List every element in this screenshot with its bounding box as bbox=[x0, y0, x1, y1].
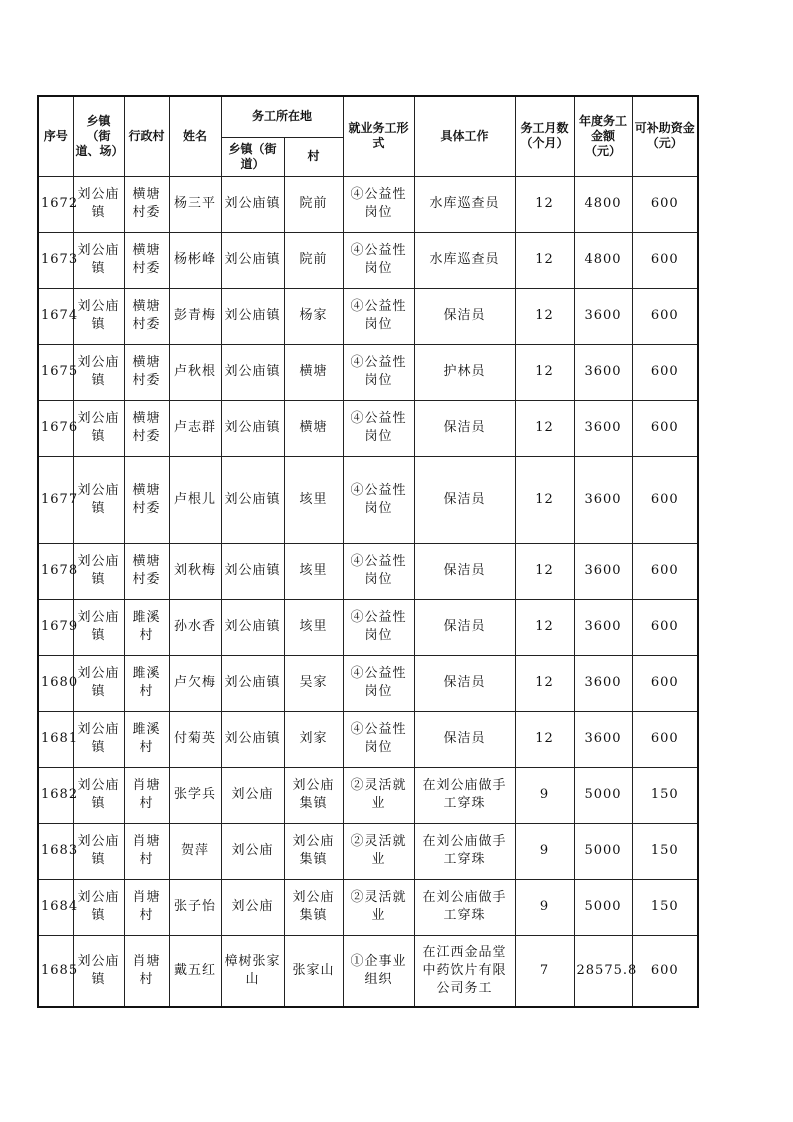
seq-cell: 1685 bbox=[38, 935, 73, 1007]
seq-cell: 1674 bbox=[38, 288, 73, 344]
months-cell: 12 bbox=[515, 543, 574, 599]
village-cell: 横塘村委 bbox=[124, 456, 169, 543]
work-village-cell: 刘公庙集镇 bbox=[284, 823, 343, 879]
work-village-cell: 垓里 bbox=[284, 599, 343, 655]
subsidy-cell: 150 bbox=[632, 823, 698, 879]
months-cell: 9 bbox=[515, 879, 574, 935]
employment-form-cell: ④公益性岗位 bbox=[343, 344, 414, 400]
employment-form-cell: ④公益性岗位 bbox=[343, 176, 414, 232]
township-cell: 刘公庙镇 bbox=[73, 288, 124, 344]
name-cell: 卢根儿 bbox=[169, 456, 221, 543]
seq-cell: 1682 bbox=[38, 767, 73, 823]
work-village-cell: 垓里 bbox=[284, 456, 343, 543]
township-cell: 刘公庙镇 bbox=[73, 232, 124, 288]
table-header bbox=[38, 96, 698, 176]
employment-form-cell: ④公益性岗位 bbox=[343, 232, 414, 288]
header-village: 行政村 bbox=[124, 96, 169, 176]
job-cell: 水库巡查员 bbox=[414, 176, 515, 232]
seq-cell: 1681 bbox=[38, 711, 73, 767]
name-cell: 刘秋梅 bbox=[169, 543, 221, 599]
table-row bbox=[38, 232, 698, 288]
work-village-cell: 横塘 bbox=[284, 344, 343, 400]
income-cell: 5000 bbox=[574, 879, 632, 935]
income-cell: 5000 bbox=[574, 767, 632, 823]
job-cell: 在江西金品堂中药饮片有限公司务工 bbox=[414, 935, 515, 1007]
months-cell: 12 bbox=[515, 176, 574, 232]
subsidy-cell: 600 bbox=[632, 400, 698, 456]
income-cell: 3600 bbox=[574, 400, 632, 456]
subsidy-cell: 600 bbox=[632, 176, 698, 232]
job-cell: 保洁员 bbox=[414, 456, 515, 543]
seq-cell: 1672 bbox=[38, 176, 73, 232]
subsidy-cell: 600 bbox=[632, 288, 698, 344]
work-village-cell: 刘家 bbox=[284, 711, 343, 767]
income-cell: 4800 bbox=[574, 176, 632, 232]
township-cell: 刘公庙镇 bbox=[73, 711, 124, 767]
work-village-cell: 杨家 bbox=[284, 288, 343, 344]
seq-cell: 1677 bbox=[38, 456, 73, 543]
name-cell: 彭青梅 bbox=[169, 288, 221, 344]
table-body bbox=[38, 176, 698, 1007]
employment-form-cell: ①企事业组织 bbox=[343, 935, 414, 1007]
village-cell: 横塘村委 bbox=[124, 176, 169, 232]
header-months: 务工月数（个月） bbox=[515, 96, 574, 176]
name-cell: 张子怡 bbox=[169, 879, 221, 935]
income-cell: 28575.8 bbox=[574, 935, 632, 1007]
income-cell: 3600 bbox=[574, 655, 632, 711]
table-row bbox=[38, 288, 698, 344]
seq-cell: 1679 bbox=[38, 599, 73, 655]
employment-form-cell: ④公益性岗位 bbox=[343, 456, 414, 543]
job-cell: 保洁员 bbox=[414, 599, 515, 655]
township-cell: 刘公庙镇 bbox=[73, 599, 124, 655]
village-cell: 肖塘村 bbox=[124, 823, 169, 879]
village-cell: 肖塘村 bbox=[124, 879, 169, 935]
job-cell: 保洁员 bbox=[414, 543, 515, 599]
months-cell: 12 bbox=[515, 344, 574, 400]
table-row bbox=[38, 456, 698, 543]
name-cell: 杨三平 bbox=[169, 176, 221, 232]
table-row bbox=[38, 543, 698, 599]
work-village-cell: 横塘 bbox=[284, 400, 343, 456]
table-row bbox=[38, 935, 698, 1007]
village-cell: 雎溪村 bbox=[124, 655, 169, 711]
table-row bbox=[38, 879, 698, 935]
income-cell: 3600 bbox=[574, 543, 632, 599]
header-job: 具体工作 bbox=[414, 96, 515, 176]
income-cell: 5000 bbox=[574, 823, 632, 879]
job-cell: 保洁员 bbox=[414, 288, 515, 344]
employment-form-cell: ④公益性岗位 bbox=[343, 400, 414, 456]
work-village-cell: 院前 bbox=[284, 176, 343, 232]
work-town-cell: 刘公庙镇 bbox=[221, 232, 284, 288]
header-form: 就业务工形式 bbox=[343, 96, 414, 176]
township-cell: 刘公庙镇 bbox=[73, 543, 124, 599]
header-work-village: 村 bbox=[284, 137, 343, 176]
township-cell: 刘公庙镇 bbox=[73, 400, 124, 456]
township-cell: 刘公庙镇 bbox=[73, 879, 124, 935]
name-cell: 张学兵 bbox=[169, 767, 221, 823]
village-cell: 雎溪村 bbox=[124, 711, 169, 767]
work-village-cell: 张家山 bbox=[284, 935, 343, 1007]
work-town-cell: 刘公庙 bbox=[221, 823, 284, 879]
work-town-cell: 刘公庙 bbox=[221, 767, 284, 823]
income-cell: 3600 bbox=[574, 288, 632, 344]
employment-form-cell: ②灵活就业 bbox=[343, 767, 414, 823]
work-town-cell: 刘公庙镇 bbox=[221, 176, 284, 232]
employment-form-cell: ④公益性岗位 bbox=[343, 655, 414, 711]
employment-form-cell: ④公益性岗位 bbox=[343, 543, 414, 599]
subsidy-cell: 600 bbox=[632, 711, 698, 767]
income-cell: 3600 bbox=[574, 599, 632, 655]
township-cell: 刘公庙镇 bbox=[73, 767, 124, 823]
subsidy-cell: 150 bbox=[632, 767, 698, 823]
job-cell: 在刘公庙做手工穿珠 bbox=[414, 767, 515, 823]
village-cell: 肖塘村 bbox=[124, 767, 169, 823]
job-cell: 在刘公庙做手工穿珠 bbox=[414, 879, 515, 935]
work-town-cell: 樟树张家山 bbox=[221, 935, 284, 1007]
subsidy-cell: 600 bbox=[632, 456, 698, 543]
village-cell: 肖塘村 bbox=[124, 935, 169, 1007]
job-cell: 水库巡查员 bbox=[414, 232, 515, 288]
months-cell: 9 bbox=[515, 823, 574, 879]
table-row bbox=[38, 176, 698, 232]
employment-form-cell: ②灵活就业 bbox=[343, 879, 414, 935]
months-cell: 12 bbox=[515, 456, 574, 543]
name-cell: 孙水香 bbox=[169, 599, 221, 655]
employment-subsidy-table bbox=[37, 95, 699, 1008]
subsidy-cell: 600 bbox=[632, 935, 698, 1007]
seq-cell: 1678 bbox=[38, 543, 73, 599]
header-subsidy: 可补助资金（元） bbox=[632, 96, 698, 176]
income-cell: 4800 bbox=[574, 232, 632, 288]
table-row bbox=[38, 767, 698, 823]
work-village-cell: 刘公庙集镇 bbox=[284, 879, 343, 935]
months-cell: 12 bbox=[515, 655, 574, 711]
employment-form-cell: ②灵活就业 bbox=[343, 823, 414, 879]
employment-form-cell: ④公益性岗位 bbox=[343, 599, 414, 655]
work-village-cell: 垓里 bbox=[284, 543, 343, 599]
work-town-cell: 刘公庙镇 bbox=[221, 599, 284, 655]
work-town-cell: 刘公庙镇 bbox=[221, 655, 284, 711]
seq-cell: 1676 bbox=[38, 400, 73, 456]
subsidy-cell: 600 bbox=[632, 232, 698, 288]
header-workplace: 务工所在地 bbox=[221, 96, 343, 137]
seq-cell: 1684 bbox=[38, 879, 73, 935]
header-township: 乡镇（街道、场） bbox=[73, 96, 124, 176]
work-town-cell: 刘公庙镇 bbox=[221, 456, 284, 543]
township-cell: 刘公庙镇 bbox=[73, 935, 124, 1007]
township-cell: 刘公庙镇 bbox=[73, 823, 124, 879]
job-cell: 保洁员 bbox=[414, 711, 515, 767]
subsidy-cell: 600 bbox=[632, 655, 698, 711]
subsidy-cell: 150 bbox=[632, 879, 698, 935]
months-cell: 12 bbox=[515, 711, 574, 767]
job-cell: 保洁员 bbox=[414, 655, 515, 711]
seq-cell: 1680 bbox=[38, 655, 73, 711]
work-town-cell: 刘公庙镇 bbox=[221, 711, 284, 767]
months-cell: 12 bbox=[515, 232, 574, 288]
work-town-cell: 刘公庙镇 bbox=[221, 400, 284, 456]
employment-form-cell: ④公益性岗位 bbox=[343, 711, 414, 767]
table-row bbox=[38, 823, 698, 879]
header-work-town: 乡镇（街道） bbox=[221, 137, 284, 176]
seq-cell: 1683 bbox=[38, 823, 73, 879]
name-cell: 卢秋根 bbox=[169, 344, 221, 400]
header-seq: 序号 bbox=[38, 96, 73, 176]
township-cell: 刘公庙镇 bbox=[73, 456, 124, 543]
village-cell: 横塘村委 bbox=[124, 543, 169, 599]
months-cell: 12 bbox=[515, 400, 574, 456]
village-cell: 雎溪村 bbox=[124, 599, 169, 655]
income-cell: 3600 bbox=[574, 456, 632, 543]
village-cell: 横塘村委 bbox=[124, 232, 169, 288]
seq-cell: 1675 bbox=[38, 344, 73, 400]
job-cell: 护林员 bbox=[414, 344, 515, 400]
subsidy-cell: 600 bbox=[632, 344, 698, 400]
seq-cell: 1673 bbox=[38, 232, 73, 288]
township-cell: 刘公庙镇 bbox=[73, 344, 124, 400]
months-cell: 9 bbox=[515, 767, 574, 823]
work-village-cell: 院前 bbox=[284, 232, 343, 288]
work-town-cell: 刘公庙镇 bbox=[221, 288, 284, 344]
name-cell: 戴五红 bbox=[169, 935, 221, 1007]
income-cell: 3600 bbox=[574, 344, 632, 400]
work-town-cell: 刘公庙镇 bbox=[221, 543, 284, 599]
village-cell: 横塘村委 bbox=[124, 400, 169, 456]
table-row bbox=[38, 344, 698, 400]
name-cell: 付菊英 bbox=[169, 711, 221, 767]
job-cell: 保洁员 bbox=[414, 400, 515, 456]
township-cell: 刘公庙镇 bbox=[73, 655, 124, 711]
subsidy-cell: 600 bbox=[632, 543, 698, 599]
subsidy-cell: 600 bbox=[632, 599, 698, 655]
village-cell: 横塘村委 bbox=[124, 344, 169, 400]
months-cell: 12 bbox=[515, 599, 574, 655]
months-cell: 12 bbox=[515, 288, 574, 344]
township-cell: 刘公庙镇 bbox=[73, 176, 124, 232]
income-cell: 3600 bbox=[574, 711, 632, 767]
name-cell: 卢欠梅 bbox=[169, 655, 221, 711]
work-village-cell: 吴家 bbox=[284, 655, 343, 711]
table-row bbox=[38, 655, 698, 711]
header-name: 姓名 bbox=[169, 96, 221, 176]
job-cell: 在刘公庙做手工穿珠 bbox=[414, 823, 515, 879]
work-town-cell: 刘公庙 bbox=[221, 879, 284, 935]
header-income: 年度务工金额（元） bbox=[574, 96, 632, 176]
table-row bbox=[38, 711, 698, 767]
name-cell: 卢志群 bbox=[169, 400, 221, 456]
work-town-cell: 刘公庙镇 bbox=[221, 344, 284, 400]
employment-form-cell: ④公益性岗位 bbox=[343, 288, 414, 344]
name-cell: 杨彬峰 bbox=[169, 232, 221, 288]
name-cell: 贺萍 bbox=[169, 823, 221, 879]
work-village-cell: 刘公庙集镇 bbox=[284, 767, 343, 823]
village-cell: 横塘村委 bbox=[124, 288, 169, 344]
table-row bbox=[38, 599, 698, 655]
table-row bbox=[38, 400, 698, 456]
months-cell: 7 bbox=[515, 935, 574, 1007]
